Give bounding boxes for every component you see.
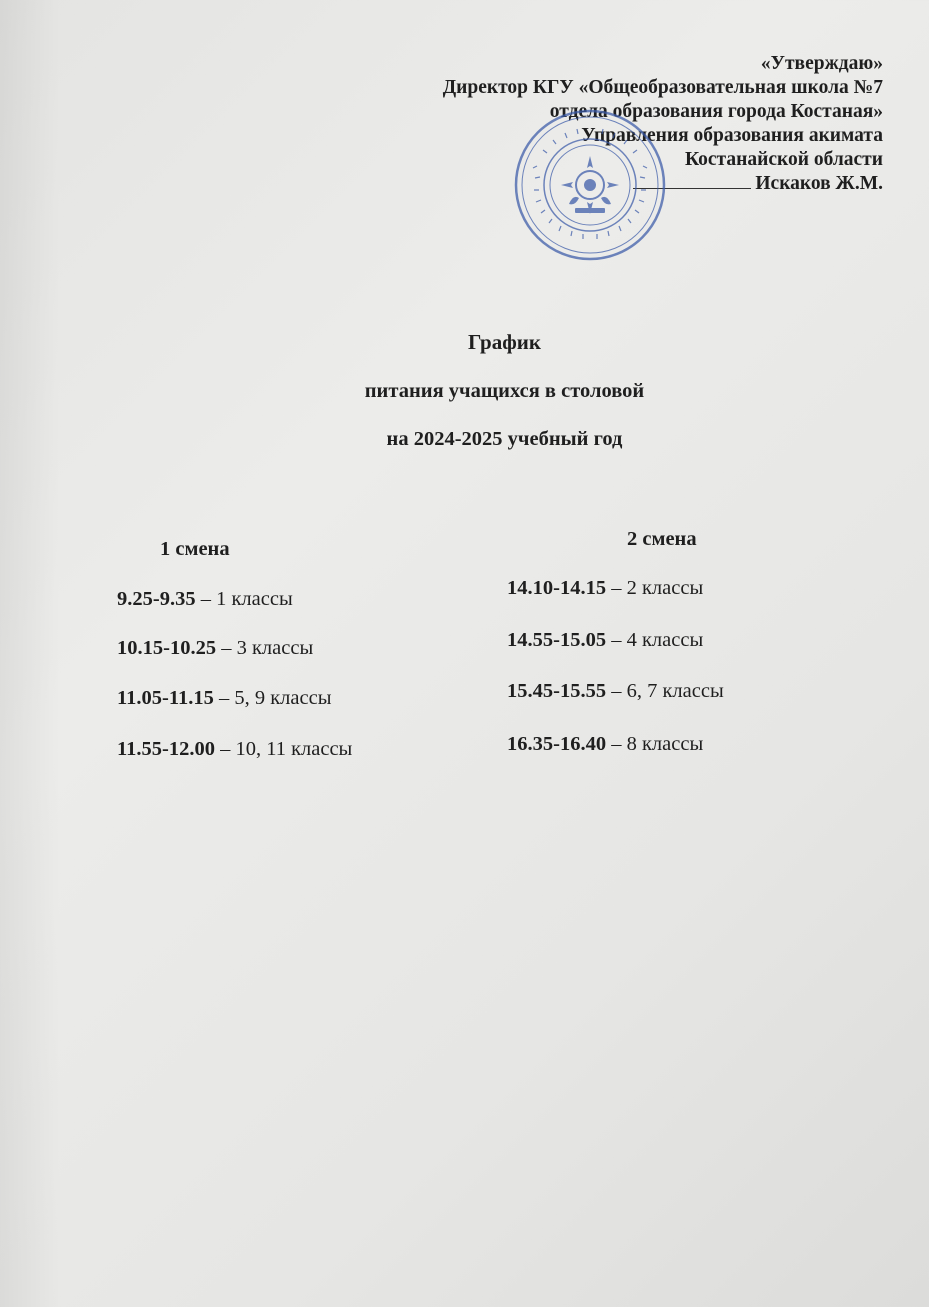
meal-time: 16.35-16.40 — [507, 733, 607, 755]
shift2-row — [507, 577, 703, 600]
separator: – — [213, 687, 235, 709]
meal-time: 10.15-10.25 — [117, 637, 217, 659]
official-seal-stamp — [513, 108, 667, 262]
approval-line-administration: Управления образования акимата — [581, 125, 883, 146]
separator: – — [195, 588, 217, 610]
classes: 5, 9 классы — [234, 687, 332, 709]
shift1-row — [117, 687, 331, 710]
meal-time: 11.55-12.00 — [117, 738, 215, 760]
shift2-row — [507, 680, 724, 703]
meal-time: 15.45-15.55 — [507, 680, 607, 702]
document-title: График — [468, 330, 541, 354]
shift2-row — [507, 733, 703, 756]
shift2-row — [507, 629, 703, 652]
meal-time: 14.55-15.05 — [507, 629, 607, 651]
page-shadow — [0, 0, 60, 1307]
separator: – — [214, 738, 236, 760]
classes: 3 классы — [236, 637, 314, 659]
separator: – — [216, 637, 237, 659]
shift1-row — [117, 738, 352, 761]
classes: 1 классы — [216, 588, 293, 610]
separator: – — [606, 577, 627, 599]
shift2-heading: 2 смена — [627, 528, 697, 550]
separator: – — [606, 733, 627, 755]
approval-line-department: отдела образования города Костаная» — [549, 101, 883, 122]
meal-time: 14.10-14.15 — [507, 577, 607, 599]
classes: 6, 7 классы — [626, 680, 724, 702]
shift1-row — [117, 637, 313, 660]
classes: 2 классы — [626, 577, 704, 599]
shift1-row — [117, 588, 293, 611]
classes: 4 классы — [626, 629, 704, 651]
document-subtitle: питания учащихся в столовой — [364, 380, 645, 402]
shift1-heading: 1 смена — [160, 538, 230, 560]
classes: 8 классы — [626, 733, 704, 755]
meal-time: 11.05-11.15 — [117, 687, 214, 709]
meal-time: 9.25-9.35 — [117, 588, 196, 610]
separator: – — [606, 680, 627, 702]
separator: – — [606, 629, 627, 651]
document-school-year: на 2024-2025 учебный год — [386, 428, 623, 450]
signer-name: Искаков Ж.М. — [755, 173, 883, 194]
classes: 10, 11 классы — [235, 738, 353, 760]
approval-heading: «Утверждаю» — [760, 53, 883, 74]
approval-line-region: Костанайской области — [684, 149, 883, 170]
approval-line-director: Директор КГУ «Общеобразовательная школа №7 — [442, 77, 883, 98]
